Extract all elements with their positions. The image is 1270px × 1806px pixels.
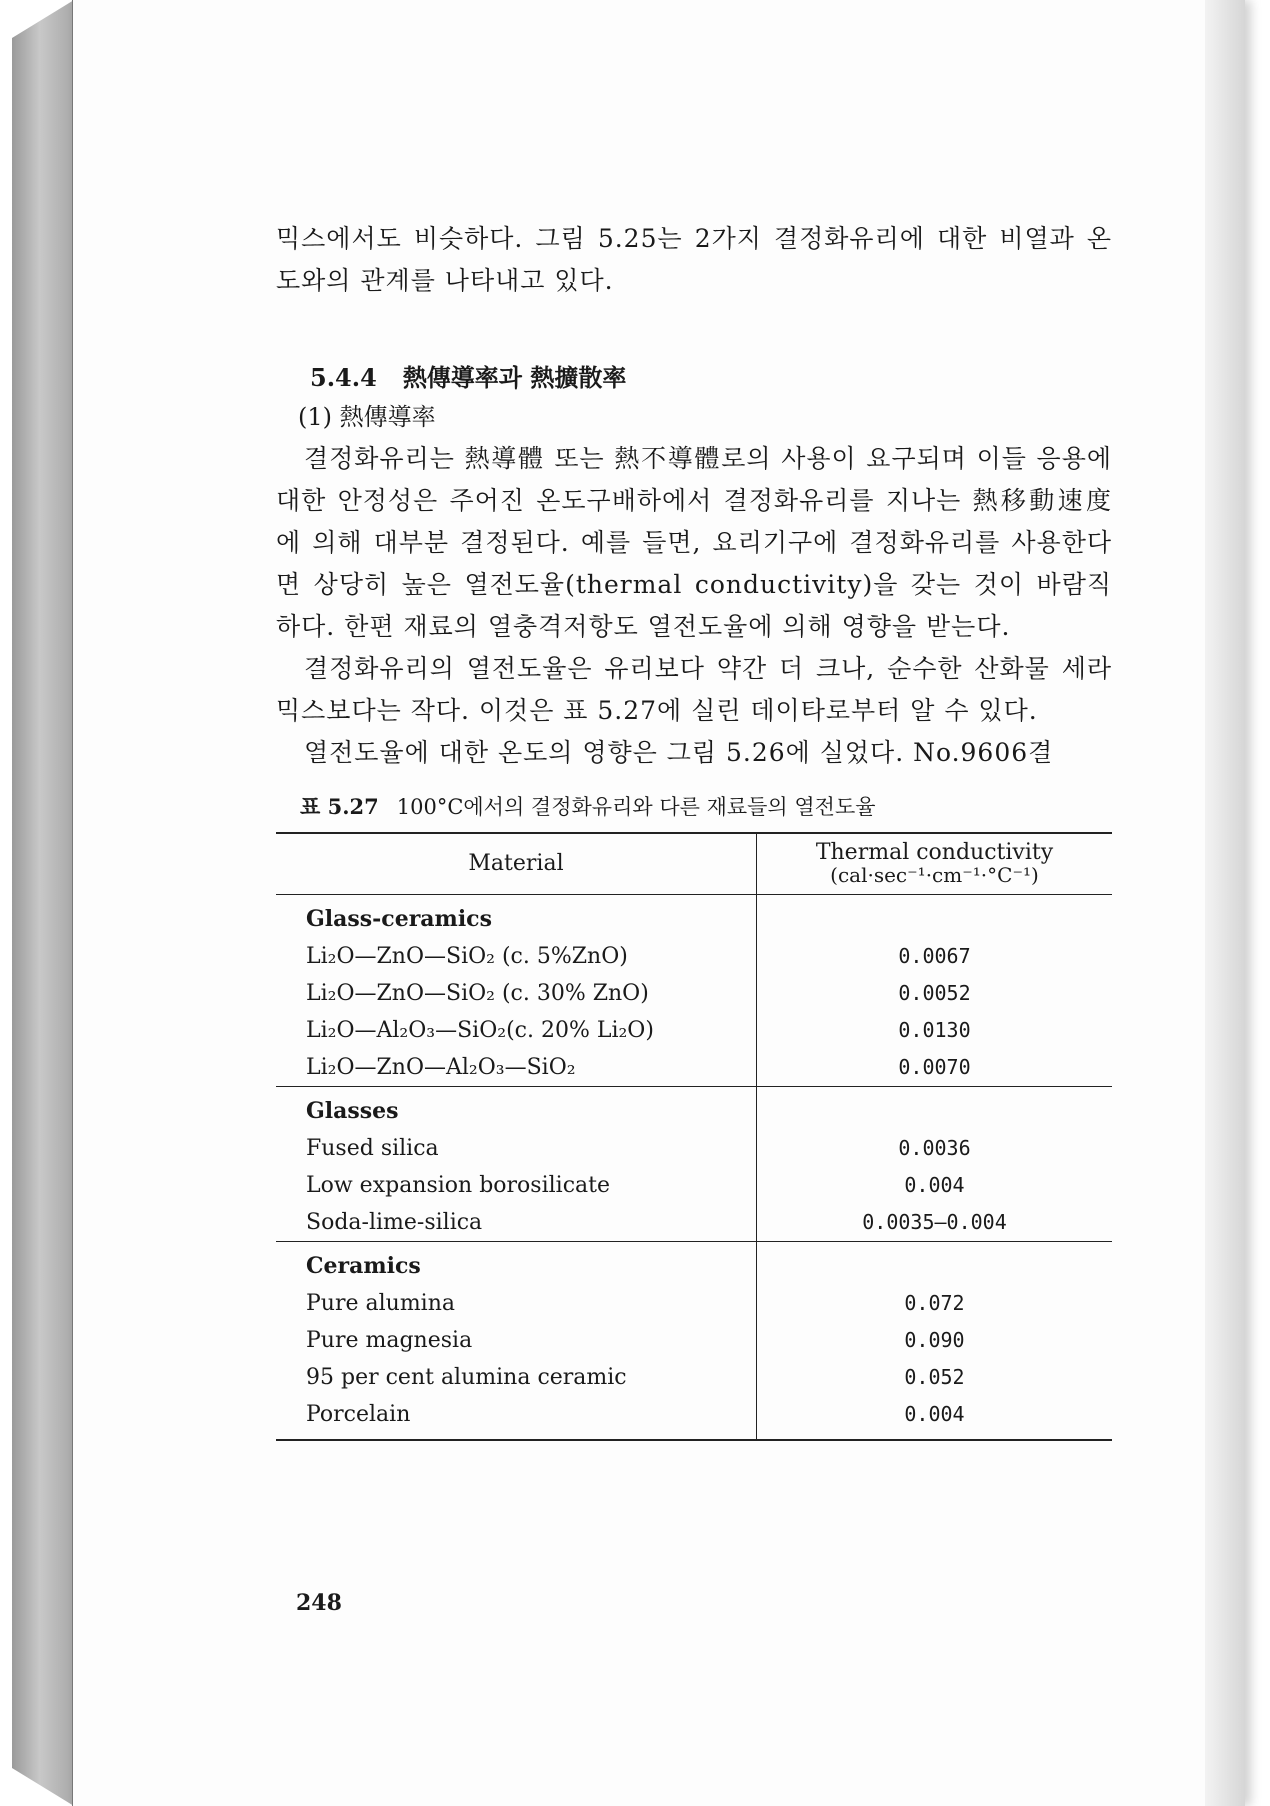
table-caption — [300, 792, 1112, 822]
table-header-row — [276, 833, 1112, 895]
group-row — [276, 1242, 1112, 1286]
cell-value: 0.004 — [904, 1173, 965, 1197]
cell-value: 0.0052 — [898, 981, 971, 1005]
book-spine — [12, 0, 74, 1806]
table-row — [276, 1285, 1112, 1322]
cell-value: 0.0067 — [898, 944, 971, 968]
cell-value: 0.090 — [904, 1328, 965, 1352]
section-title: 熱傳導率과 熱擴散率 — [402, 363, 627, 392]
conductivity-table — [276, 832, 1112, 1441]
cell-material: Fused silica — [276, 1130, 757, 1167]
cell-material: Li₂O—ZnO—SiO₂ (c. 30% ZnO) — [276, 975, 757, 1012]
cell-material: Li₂O—ZnO—Al₂O₃—SiO₂ — [276, 1049, 757, 1087]
cell-material: Li₂O—Al₂O₃—SiO₂(c. 20% Li₂O) — [276, 1012, 757, 1049]
cell-material: Porcelain — [276, 1396, 757, 1440]
cell-material: Low expansion borosilicate — [276, 1167, 757, 1204]
table-caption-text: 100°C에서의 결정화유리와 다른 재료들의 열전도율 — [396, 795, 876, 819]
cell-material: 95 per cent alumina ceramic — [276, 1359, 757, 1396]
table-row — [276, 1012, 1112, 1049]
table-caption-label: 표 5.27 — [300, 794, 379, 819]
section-number: 5.4.4 — [310, 363, 377, 392]
paragraph-continued: 믹스에서도 비슷하다. 그림 5.25는 2가지 결정화유리에 대한 비열과 온도와의 관계를 나타내고 있다. — [276, 224, 1112, 295]
body-paragraph: 결정화유리는 熱導體 또는 熱不導體로의 사용이 요구되며 이들 응용에 대한 안정성은 주어진 온도구배하에서 결정화유리를 지나는 熱移動速度에 의해 대부분 결정된다. 예를 들면, 요리기구에 결정화유리를 사용한다면 상당히 높은 열전도율(thermal conductivity)을 갖는 것이 바람직하다. 한편 재료의 열충격저항도 열전도율에 의해 영향을 받는다. — [276, 444, 1112, 641]
cell-value: 0.072 — [904, 1291, 965, 1315]
table-row — [276, 1322, 1112, 1359]
cell-value: 0.0130 — [898, 1018, 971, 1042]
cell-material: Soda-lime-silica — [276, 1204, 757, 1242]
table-row — [276, 1204, 1112, 1242]
cell-value: 0.0070 — [898, 1055, 971, 1079]
table-row — [276, 1359, 1112, 1396]
body-paragraph: 열전도율에 대한 온도의 영향은 그림 5.26에 실었다. No.9606결 — [304, 738, 1054, 767]
section-heading — [310, 358, 1112, 398]
group-row — [276, 1087, 1112, 1131]
page-edge — [1205, 0, 1245, 1806]
cell-material: Pure magnesia — [276, 1322, 757, 1359]
header-conductivity-units: (cal·sec⁻¹·cm⁻¹·°C⁻¹) — [830, 863, 1039, 887]
header-material: Material — [276, 833, 757, 895]
group-row — [276, 895, 1112, 939]
cell-material: Li₂O—ZnO—SiO₂ (c. 5%ZnO) — [276, 938, 757, 975]
cell-value: 0.0035—0.004 — [862, 1210, 1007, 1234]
cell-value: 0.052 — [904, 1365, 965, 1389]
page-content — [276, 218, 1112, 1441]
table-row — [276, 938, 1112, 975]
subsection-heading: (1) 熱傳導率 — [298, 403, 436, 431]
cell-value: 0.004 — [757, 1396, 1113, 1440]
table-row — [276, 1130, 1112, 1167]
body-paragraph: 결정화유리의 열전도율은 유리보다 약간 더 크나, 순수한 산화물 세라믹스보다는 작다. 이것은 표 5.27에 실린 데이타로부터 알 수 있다. — [276, 654, 1112, 725]
table-row — [276, 1167, 1112, 1204]
table-row — [276, 1049, 1112, 1087]
header-conductivity-line1: Thermal conductivity — [815, 840, 1054, 865]
group-name: Glasses — [276, 1087, 757, 1131]
table-row — [276, 975, 1112, 1012]
cell-material: Pure alumina — [276, 1285, 757, 1322]
table-row — [276, 1396, 1112, 1440]
page-number: 248 — [296, 1590, 342, 1616]
group-name: Glass-ceramics — [276, 895, 757, 939]
group-name: Ceramics — [276, 1242, 757, 1286]
cell-value: 0.0036 — [898, 1136, 971, 1160]
header-conductivity — [757, 833, 1113, 895]
